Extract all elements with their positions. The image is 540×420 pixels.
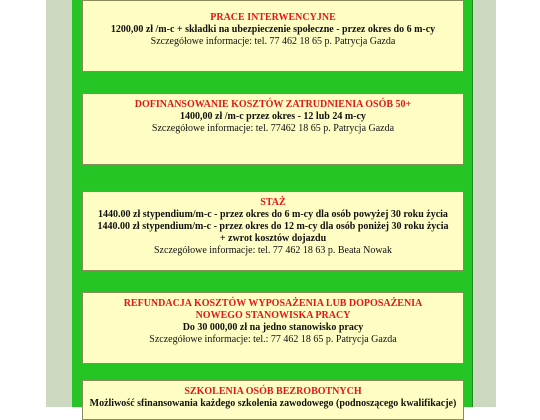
offer-box-employment-subsidy-50plus <box>82 93 464 165</box>
offer-detail: 1440.00 zł stypendium/m-c - przez okres do 6 m-cy dla osób powyżej 30 roku życia <box>98 209 448 220</box>
offer-title: DOFINANSOWANIE KOSZTÓW ZATRUDNIENIA OSÓB 50+ <box>134 99 412 110</box>
offer-detail: 1200,00 zł /m-c + składki na ubezpieczenie społeczne - przez okres do 6 m-cy <box>110 24 436 35</box>
offer-detail: 1440.00 zł stypendium/m-c - przez okres do 12 m-cy dla osób poniżej 30 roku życia <box>97 221 449 232</box>
offer-box-training <box>82 380 464 420</box>
offer-contact-info: Szczegółowe informacje: tel. 77 462 18 63 p. Beata Nowak <box>154 245 392 256</box>
offer-box-intervention-work <box>82 0 464 72</box>
offer-title: STAŻ <box>260 197 286 208</box>
offer-detail: 1400,00 zł /m-c przez okres - 12 lub 24 m-cy <box>180 111 366 122</box>
offer-contact-info: Szczegółowe informacje: tel. 77 462 18 65 p. Patrycja Gazda <box>150 36 396 47</box>
offer-box-equipment-refund <box>82 292 464 364</box>
offer-contact-info: Szczegółowe informacje: tel.: 77 462 18 65 p. Patrycja Gazda <box>149 334 397 345</box>
offer-title: PRACE INTERWENCYJNE <box>210 12 336 23</box>
offer-box-internship <box>82 191 464 271</box>
offer-title: REFUNDACJA KOSZTÓW WYPOSAŻENIA LUB DOPOSAŻENIA <box>123 298 423 309</box>
offer-title: SZKOLENIA OSÓB BEZROBOTNYCH <box>184 386 362 397</box>
offer-title-continued: NOWEGO STANOWISKA PRACY <box>195 310 351 321</box>
offer-detail: Do 30 000,00 zł na jedno stanowisko pracy <box>182 322 364 333</box>
offer-detail: Możliwość sfinansowania każdego szkolenia zawodowego (podnoszącego kwalifikacje) <box>89 398 457 409</box>
offer-detail: + zwrot kosztów dojazdu <box>219 233 327 244</box>
offer-contact-info: Szczegółowe informacje: tel. 77462 18 65 p. Patrycja Gazda <box>151 123 395 134</box>
